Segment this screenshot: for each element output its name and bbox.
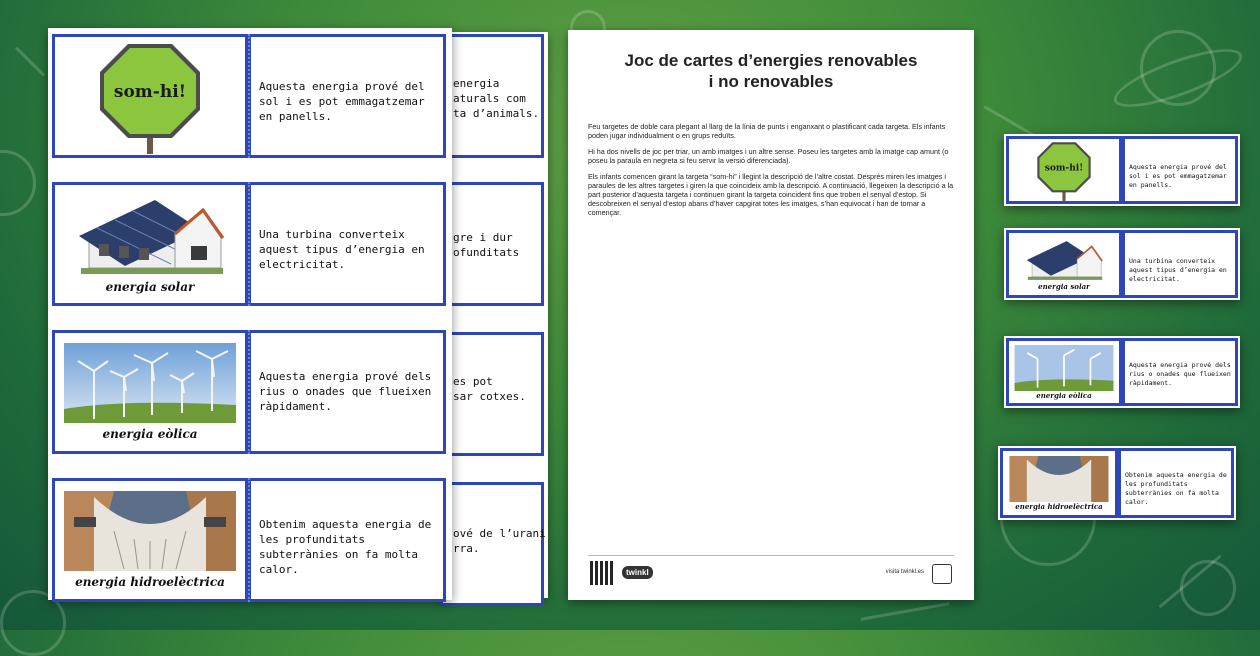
card-energia-hidroelectrica	[52, 478, 446, 602]
dam-icon	[1009, 456, 1109, 502]
back-card-4-text: ové de l’urani rra.	[453, 527, 546, 555]
front-card-sheet	[48, 28, 452, 600]
card-som-hi	[52, 34, 446, 158]
card-energia-solar	[52, 182, 446, 306]
svg-text:som-hi!: som-hi!	[1044, 162, 1084, 174]
qr-code-icon	[590, 561, 614, 585]
back-card-3-text: es pot sar cotxes.	[453, 375, 526, 403]
wind-turbines-icon	[64, 343, 236, 423]
footer-badge-icon	[932, 564, 952, 584]
worksheet-instructions	[588, 122, 954, 224]
sign-text: som-hi!	[113, 82, 187, 102]
solar-house-icon	[75, 194, 225, 278]
card-picture	[52, 34, 248, 158]
dam-icon	[64, 491, 236, 571]
instruction-paragraph: Feu targetes de doble cara plegant al llarg de la línia de punts i enganxant o plastificant cada targeta. Els infants poden jugar individualment o en grups reduïts.	[588, 122, 946, 140]
back-card-sheet	[440, 32, 548, 598]
card-label: energia hidroelèctrica	[75, 575, 225, 589]
footer-url: visita twinkl.es	[885, 569, 924, 575]
preview-card-eolica: energia eòlica Aquesta energia prové dels rius o onades que flueixen ràpidament.	[1004, 336, 1240, 408]
instruction-paragraph: Hi ha dos nivells de joc per triar, un amb imatges i un altre sense. Poseu les targetes amb la imatge cap amunt (o poseu la paraula en negreta si feu servir la versió diferenciada).	[588, 147, 949, 165]
card-picture	[52, 478, 248, 602]
worksheet-footer	[588, 555, 954, 588]
card-picture	[52, 182, 248, 306]
preview-card-solar: energia solar Una turbina converteix aquest tipus d’energia en electricitat.	[1004, 228, 1240, 300]
instruction-paragraph: Els infants comencen girant la targeta “som-hi” i llegint la descripció de l’altre costat. Després miren les imatges i paraules de les altres targetes i giren la que coincideix amb la descripció. A continuació, llegeixen la descripció a la part posterior d’aquesta targeta i continuen girant la targeta coincident fins que troben el senyal d’estop. Si descobreixen el senyal d’estop abans d’haver capgirat totes les imatges, s’han equivocat i han de tornar a començar.	[588, 172, 954, 217]
instruction-sheet	[568, 30, 974, 600]
wind-turbines-icon	[1014, 345, 1114, 391]
stop-sign-icon	[90, 38, 210, 154]
back-card-2-text: gre i dur ofunditats	[453, 231, 520, 259]
worksheet-title: Joc de cartes d’energies renovables i no renovables	[624, 51, 918, 91]
preview-card-som-hi: som-hi! Aquesta energia prové del sol i es pot emmagatzemar en panells.	[1004, 134, 1240, 206]
card-label: energia eòlica	[102, 427, 198, 441]
solar-house-icon	[1024, 238, 1104, 282]
card-description: Una turbina converteix aquest tipus d’energia en electricitat.	[248, 182, 446, 306]
back-card-1-text: energia aturals com ta d’animals.	[453, 77, 540, 120]
card-description: Aquesta energia prové dels rius o onades que flueixen ràpidament.	[248, 330, 446, 454]
card-picture	[52, 330, 248, 454]
card-energia-eolica	[52, 330, 446, 454]
card-label: energia solar	[105, 280, 195, 294]
stop-sign-icon	[1032, 139, 1096, 201]
twinkl-logo: twinkl	[622, 566, 653, 579]
card-description: Obtenim aquesta energia de les profunditats subterrànies on fa molta calor.	[248, 478, 446, 602]
preview-card-hidroelectrica: energia hidroelèctrica Obtenim aquesta energia de les profunditats subterrànies on fa molta calor.	[998, 446, 1236, 520]
card-description: Aquesta energia prové del sol i es pot emmagatzemar en panells.	[248, 34, 446, 158]
